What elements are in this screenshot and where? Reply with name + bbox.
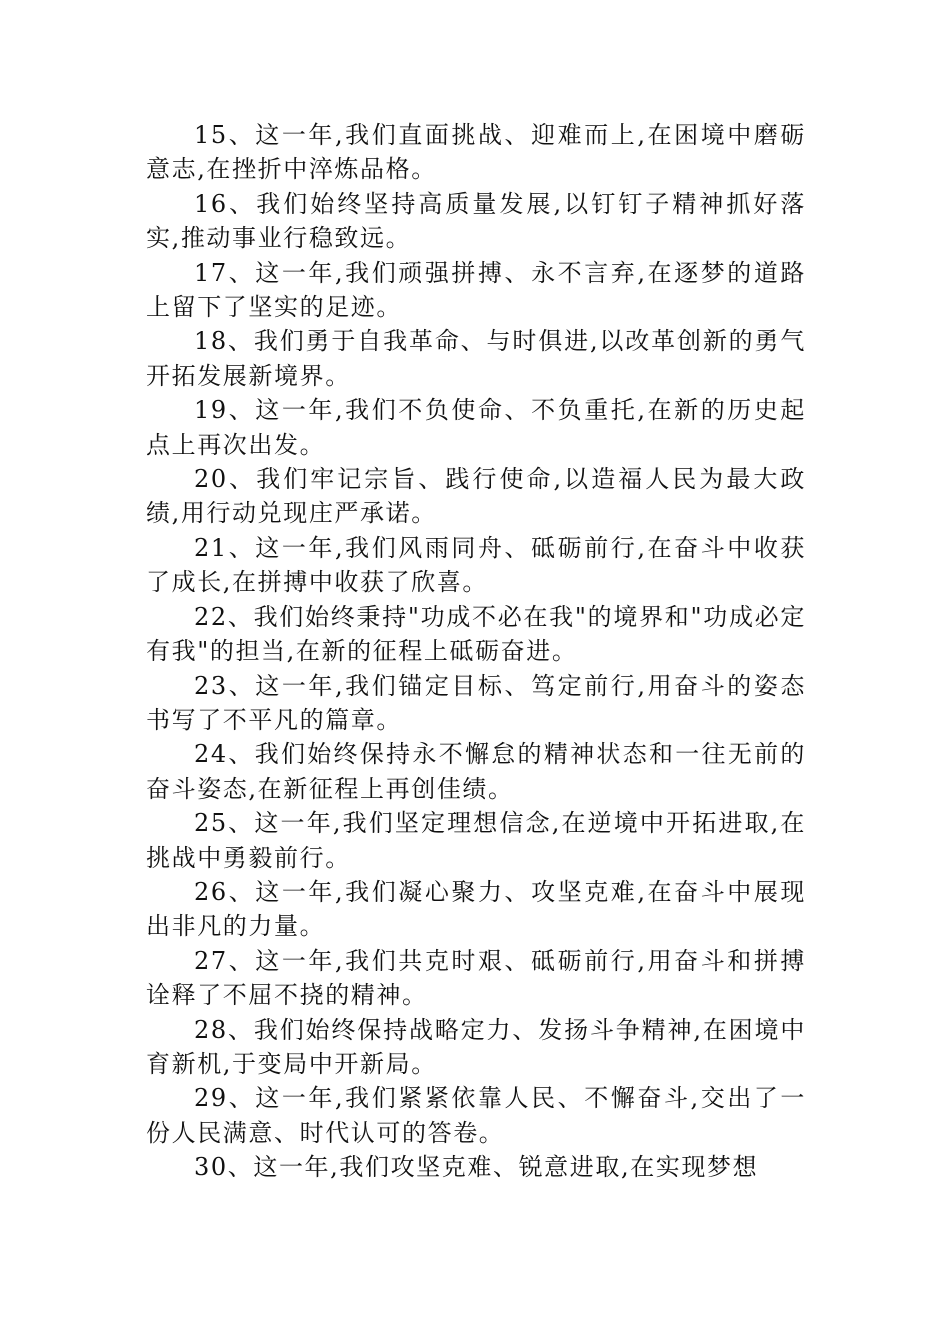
paragraph-17: 17、这一年,我们顽强拼搏、永不言弃,在逐梦的道路上留下了坚实的足迹。 [146,258,806,322]
paragraph-26: 26、这一年,我们凝心聚力、攻坚克难,在奋斗中展现出非凡的力量。 [146,877,806,941]
paragraph-28: 28、我们始终保持战略定力、发扬斗争精神,在困境中育新机,于变局中开新局。 [146,1015,806,1078]
paragraph-16: 16、我们始终坚持高质量发展,以钉钉子精神抓好落实,推动事业行稳致远。 [146,189,806,253]
paragraph-21: 21、这一年,我们风雨同舟、砥砺前行,在奋斗中收获了成长,在拼搏中收获了欣喜。 [146,533,806,597]
paragraph-22: 22、我们始终秉持"功成不必在我"的境界和"功成必定有我"的担当,在新的征程上砥砺奋进。 [146,602,806,666]
paragraph-25: 25、这一年,我们坚定理想信念,在逆境中开拓进取,在挑战中勇毅前行。 [146,809,806,872]
paragraph-27: 27、这一年,我们共克时艰、砥砺前行,用奋斗和拼搏诠释了不屈不挠的精神。 [146,946,806,1010]
paragraph-29: 29、这一年,我们紧紧依靠人民、不懈奋斗,交出了一份人民满意、时代认可的答卷。 [146,1084,806,1147]
paragraph-15: 15、这一年,我们直面挑战、迎难而上,在困境中磨砺意志,在挫折中淬炼品格。 [146,121,806,184]
paragraph-18: 18、我们勇于自我革命、与时俱进,以改革创新的勇气开拓发展新境界。 [146,327,806,390]
paragraph-24: 24、我们始终保持永不懈怠的精神状态和一往无前的奋斗姿态,在新征程上再创佳绩。 [146,740,806,803]
document-body [146,118,806,1185]
paragraph-23: 23、这一年,我们锚定目标、笃定前行,用奋斗的姿态书写了不平凡的篇章。 [146,671,806,734]
paragraph-30: 30、这一年,我们攻坚克难、锐意进取,在实现梦想 [194,1153,759,1182]
paragraph-20: 20、我们牢记宗旨、践行使命,以造福人民为最大政绩,用行动兑现庄严承诺。 [146,465,806,528]
paragraph-19: 19、这一年,我们不负使命、不负重托,在新的历史起点上再次出发。 [146,396,806,459]
